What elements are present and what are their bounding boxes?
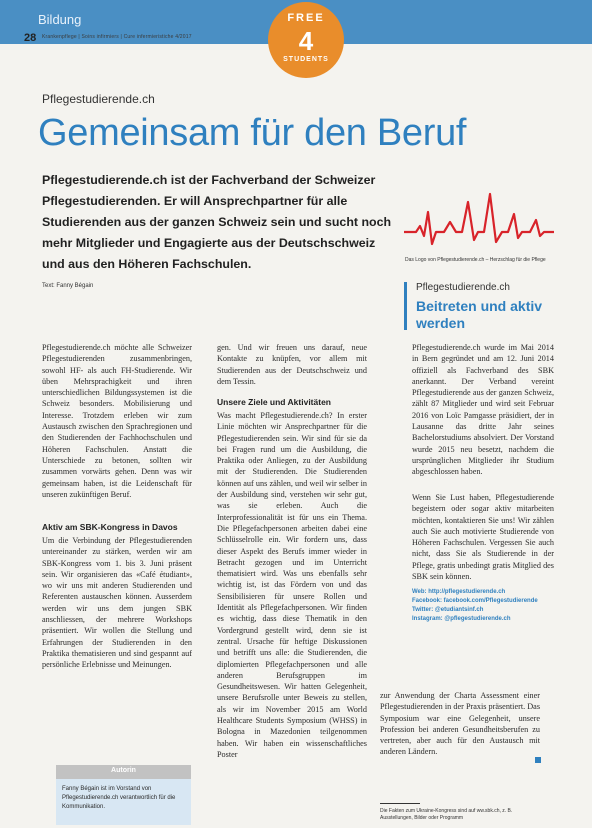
journal-subline: Krankenpflege | Soins infirmiers | Cure infermieristiche 4/2017 [42,34,192,40]
article-kicker: Pflegestudierende.ch [42,92,155,106]
column-2-paragraph-2: Was macht Pflegestudierende.ch? In erster Linie möchten wir Ansprechpartner für die Pflegestudierenden sein. Wir sind für sie da bei Fragen rund um die Ausbildung, die Praktika oder Anliegen, zu der Ausbildung mit der Studierenden. Die Studierenden können auf uns zählen, und weil wir selber in der Ausbildung sind, verstehen wir sehr gut, was sie erleben. Auch die Interprofessionalität ist für uns ein Thema. Die Pflegefachpersonen arbeiten dabei eine Schlüsselrolle ein. Wir fordern uns, dass dieser Aspekt des Berufs immer wieder in Betracht gezogen und im Unterricht thematisiert wird. Was uns ebenfalls sehr wichtig ist, ist das Fördern von und das Sensibilisieren für unsere Rollen und Identität als Pflegefachpersonen. Wir finden es wichtig, dass diese Thematik in den Vordergrund gestellt wird, denn sie ist zentral. Ursache für heftige Diskussionen und betrifft uns alle: die Studierenden, die diplomierten Pflegefachpersonen und alle anderen Berufsgruppen im Gesundheitswesen. Wir hatten Gelegenheit, unsere Berufsrolle unter Beweis zu stellen, als wir im November 2015 am World Healthcare Students Symposium (WHSS) in Bologna in Mazedonien teilgenommen haben. Wir haben ein wissenschaftliches Poster [217,411,367,759]
section-label-bildung: Bildung [38,12,82,27]
sidebar-paragraph-2: Wenn Sie Lust haben, Pflegestudierende begeistern oder sogar aktiv mitarbeiten möchten, kontaktieren Sie uns! Wir zählen auch Sie auch motivierte Studierende von Höheren Fachschulen. Vergessen Sie auch nicht, dass Sie als Studierende in der Pflege, gratis unbedingt gratis Mitglied des SBK sein können. [412,493,554,582]
infobox-text: Fanny Bégain ist im Vorstand von Pflegestudierende.ch verantwortlich für die Kommunikation. [62,786,176,810]
column-1-heading: Aktiv am SBK-Kongress in Davos [42,522,178,532]
sidebar-title: Beitreten und aktiv werden [416,298,543,331]
link-website[interactable]: Web: http://pflegestudierende.ch [412,589,506,595]
heartbeat-logo-image [404,182,554,254]
infobox-head [56,765,191,779]
sidebar-links [412,588,557,624]
free-students-badge [268,2,344,78]
column-1-paragraph-1: Pflegestudierende.ch möchte alle Schweizer Pflegestudierenden zusammenbringen, sowohl HF- als auch FH-Studierende. Wir üben Mehrsprachigkeit und ihren unterschiedlichen Bildungssystemen ist die Schweiz besonders. Mobilisierung und Interesse. Trotzdem erleben wir zum Austausch zwischen den Sprachregionen und den Studierenden der Fachhochschulen und Höheren Fachschulen. Anstatt die Unterschiede zu betonen, sollten wir zusammen vorwärts gehen. Denn was wir gemeinsam haben, ist die Leidenschaft für unseren zukünftigen Beruf. [42,343,192,499]
infobox-head-label: Autorin [111,767,136,774]
column-2-heading: Unsere Ziele und Aktivitäten [217,397,331,407]
image-caption: Das Logo von Pflegestudierende.ch – Herzschlag für die Pflege [405,257,546,263]
footnote-rule [380,803,420,804]
article-title: Gemeinsam für den Beruf [38,112,467,154]
article-lead: Pflegestudierende.ch ist der Fachverband der Schweizer Pflegestudierenden. Er will Ansprechpartner für alle Studierenden aus der ganzen Schweiz sein und sucht noch mehr Mitglieder und Engagierte aus der Deutschschweiz und aus den Höheren Fachschulen. [42,173,392,271]
column-2-paragraph-1: gen. Und wir freuen uns darauf, neue Kontakte zu knüpfen, vor allem mit Studierenden aus der Deutschschweiz und dem Tessin. [217,343,367,386]
sidebar-kicker: Pflegestudierende.ch [416,282,510,293]
link-facebook[interactable]: Facebook: facebook.com/Pflegestudierende [412,598,538,604]
badge-line1: FREE [287,12,325,24]
footnote: Die Fakten zum Ukraine-Kongress sind auf ww.sbk.ch, z. B. Ausstellungen, Bilder oder Programm [380,808,513,821]
page-number: 28 [24,32,37,44]
sidebar-accent-bar [404,282,407,330]
link-twitter[interactable]: Twitter: @etudiantsinf.ch [412,607,484,613]
article-end-mark [535,757,541,763]
link-instagram[interactable]: Instagram: @pflegestudierende.ch [412,616,511,622]
badge-line2: STUDENTS [283,56,329,63]
column-1-paragraph-2: Um die Verbindung der Pflegestudierenden untereinander zu stärken, werden wir am SBK-Kongress vom 1. bis 3. Juni präsent sein. Wir organisieren das «Café étudiant», wo wir uns mit anderen Studierenden und Referenten austauschen können. Ausserdem werden wir uns dem jungen SBK anschliessen, der mehrere Workshops präsentiert. Wir wollen die Stellung und Erfahrungen der Studierenden in den Praktika thematisieren und sind gespannt auf persönliche Erlebnisse und Meinungen. [42,536,192,670]
article-author: Text: Fanny Bégain [42,283,94,289]
column-3-paragraph-3: zur Anwendung der Charta Assessment einer Pflegestudierenden in der Praxis präsentiert. Das Symposium war eine Gelegenheit, unsere Profession bei anderen Gesundheitsberufen zu vertreten, aber auch für den Austausch mit anderen Ländern. [380,691,540,757]
badge-number: 4 [298,26,314,56]
sidebar-paragraph-1: Pflegestudierende.ch wurde im Mai 2014 in Bern gegründet und am 12. Juni 2014 offiziell als Fachverband des SBK anerkannt. Der Verband vereint Pflegestudierende aus der ganzen Schweiz, zählt 87 Mitglieder und wird seit Februar 2016 von Loïc Pamgasse präsidiert, der in Lausanne das dritte Jahr seines Bachelorstudiums absolviert. Der Vorstand wurde 2015 neu besetzt, nachdem die ursprünglichen Mitglieder ihr Studium abgeschlossen haben. [412,343,554,477]
